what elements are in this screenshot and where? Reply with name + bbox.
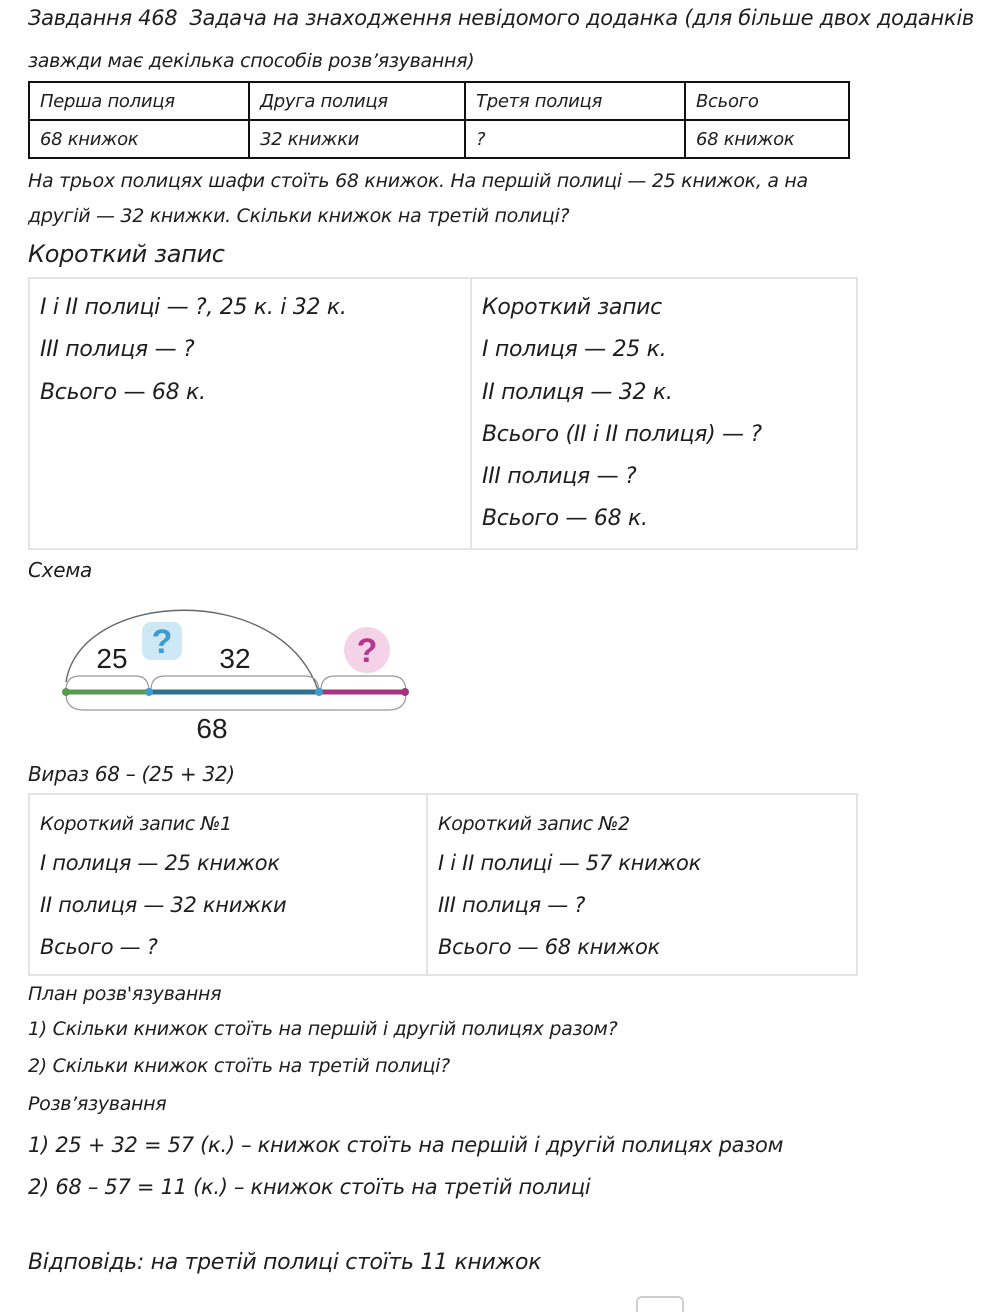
- segment-point: [315, 688, 323, 696]
- task-title: [28, 6, 974, 30]
- record-heading: Короткий запис №2: [438, 813, 630, 835]
- task-title-line-2: завжди має декілька способів розв’язування): [28, 50, 475, 72]
- question-mark-icon: ?: [151, 623, 173, 661]
- answer: Відповідь: на третій полиці стоїть 11 книжок: [28, 1250, 542, 1275]
- record-line: ІІ полиця — 32 книжки: [40, 893, 287, 917]
- record-line: ІІІ полиця — ?: [482, 464, 637, 489]
- record-line: І полиця — 25 книжок: [40, 851, 280, 875]
- expression: Вираз 68 – (25 + 32): [28, 762, 235, 786]
- scheme-label: Схема: [28, 558, 92, 582]
- table-header-cell: Перша полиця: [29, 82, 249, 120]
- record-line: Всього (ІІ і ІІ полиця) — ?: [482, 422, 762, 447]
- segment-point: [145, 688, 153, 696]
- record-line: ІІІ полиця — ?: [40, 337, 195, 362]
- info-table: [28, 81, 850, 159]
- record-line: Всього — 68 к.: [40, 380, 206, 405]
- brace-25: [66, 676, 149, 690]
- brace-third: [321, 676, 406, 690]
- table-header-cell: Третя полиця: [465, 82, 685, 120]
- solution-heading: Розв’язування: [28, 1093, 167, 1115]
- short-record-right-box: [470, 277, 858, 550]
- problem-text-line-2: другій — 32 книжки. Скільки книжок на третій полиці?: [28, 205, 570, 227]
- total-label-68: 68: [196, 713, 228, 744]
- brace-32: [151, 676, 319, 690]
- solution-step: 2) 68 – 57 = 11 (к.) – книжок стоїть на третій полиці: [28, 1175, 591, 1199]
- plan-step: 2) Скільки книжок стоїть на третій полиці?: [28, 1055, 450, 1077]
- record-line: І полиця — 25 к.: [482, 337, 667, 362]
- record-line: І і ІІ полиці — ?, 25 к. і 32 к.: [40, 295, 347, 320]
- table-header-row: [29, 82, 849, 120]
- record-line: ІІ полиця — 32 к.: [482, 380, 673, 405]
- table-cell: 68 книжок: [29, 120, 249, 158]
- table-header-cell: Друга полиця: [249, 82, 465, 120]
- record-line: Всього — ?: [40, 935, 158, 959]
- table-cell: 68 книжок: [685, 120, 849, 158]
- short-record-left-box: [28, 277, 472, 550]
- segment-label-25: 25: [96, 643, 128, 674]
- record-line: Всього — 68 книжок: [438, 935, 660, 959]
- record-line: ІІІ полиця — ?: [438, 893, 586, 917]
- table-header-cell: Всього: [685, 82, 849, 120]
- solution-step: 1) 25 + 32 = 57 (к.) – книжок стоїть на першій і другій полицях разом: [28, 1133, 784, 1157]
- brace-total: [66, 694, 406, 710]
- short-record-1-box: [28, 793, 428, 976]
- question-mark-icon: ?: [356, 632, 378, 670]
- table-cell: ?: [465, 120, 685, 158]
- scheme-diagram: [50, 590, 420, 750]
- short-record-2-box: [426, 793, 858, 976]
- record-line: Всього — 68 к.: [482, 506, 648, 531]
- problem-text-line-1: На трьох полицях шафи стоїть 68 книжок. На першій полиці — 25 книжок, а на: [28, 170, 808, 192]
- short-record-heading: Короткий запис: [28, 240, 225, 268]
- partial-button[interactable]: [636, 1296, 684, 1312]
- task-title-line-1: Задача на знаходження невідомого доданка (для більше двох доданків: [189, 6, 974, 30]
- segment-label-32: 32: [219, 643, 251, 674]
- table-cell: 32 книжки: [249, 120, 465, 158]
- task-number: Завдання 468: [28, 6, 178, 30]
- table-row: [29, 120, 849, 158]
- segment-point: [401, 688, 409, 696]
- record-heading: Короткий запис №1: [40, 813, 232, 835]
- record-line: Короткий запис: [482, 295, 662, 320]
- plan-step: 1) Скільки книжок стоїть на першій і другій полицях разом?: [28, 1018, 618, 1040]
- segment-point: [62, 688, 70, 696]
- plan-heading: План розв'язування: [28, 983, 222, 1005]
- record-line: І і ІІ полиці — 57 книжок: [438, 851, 701, 875]
